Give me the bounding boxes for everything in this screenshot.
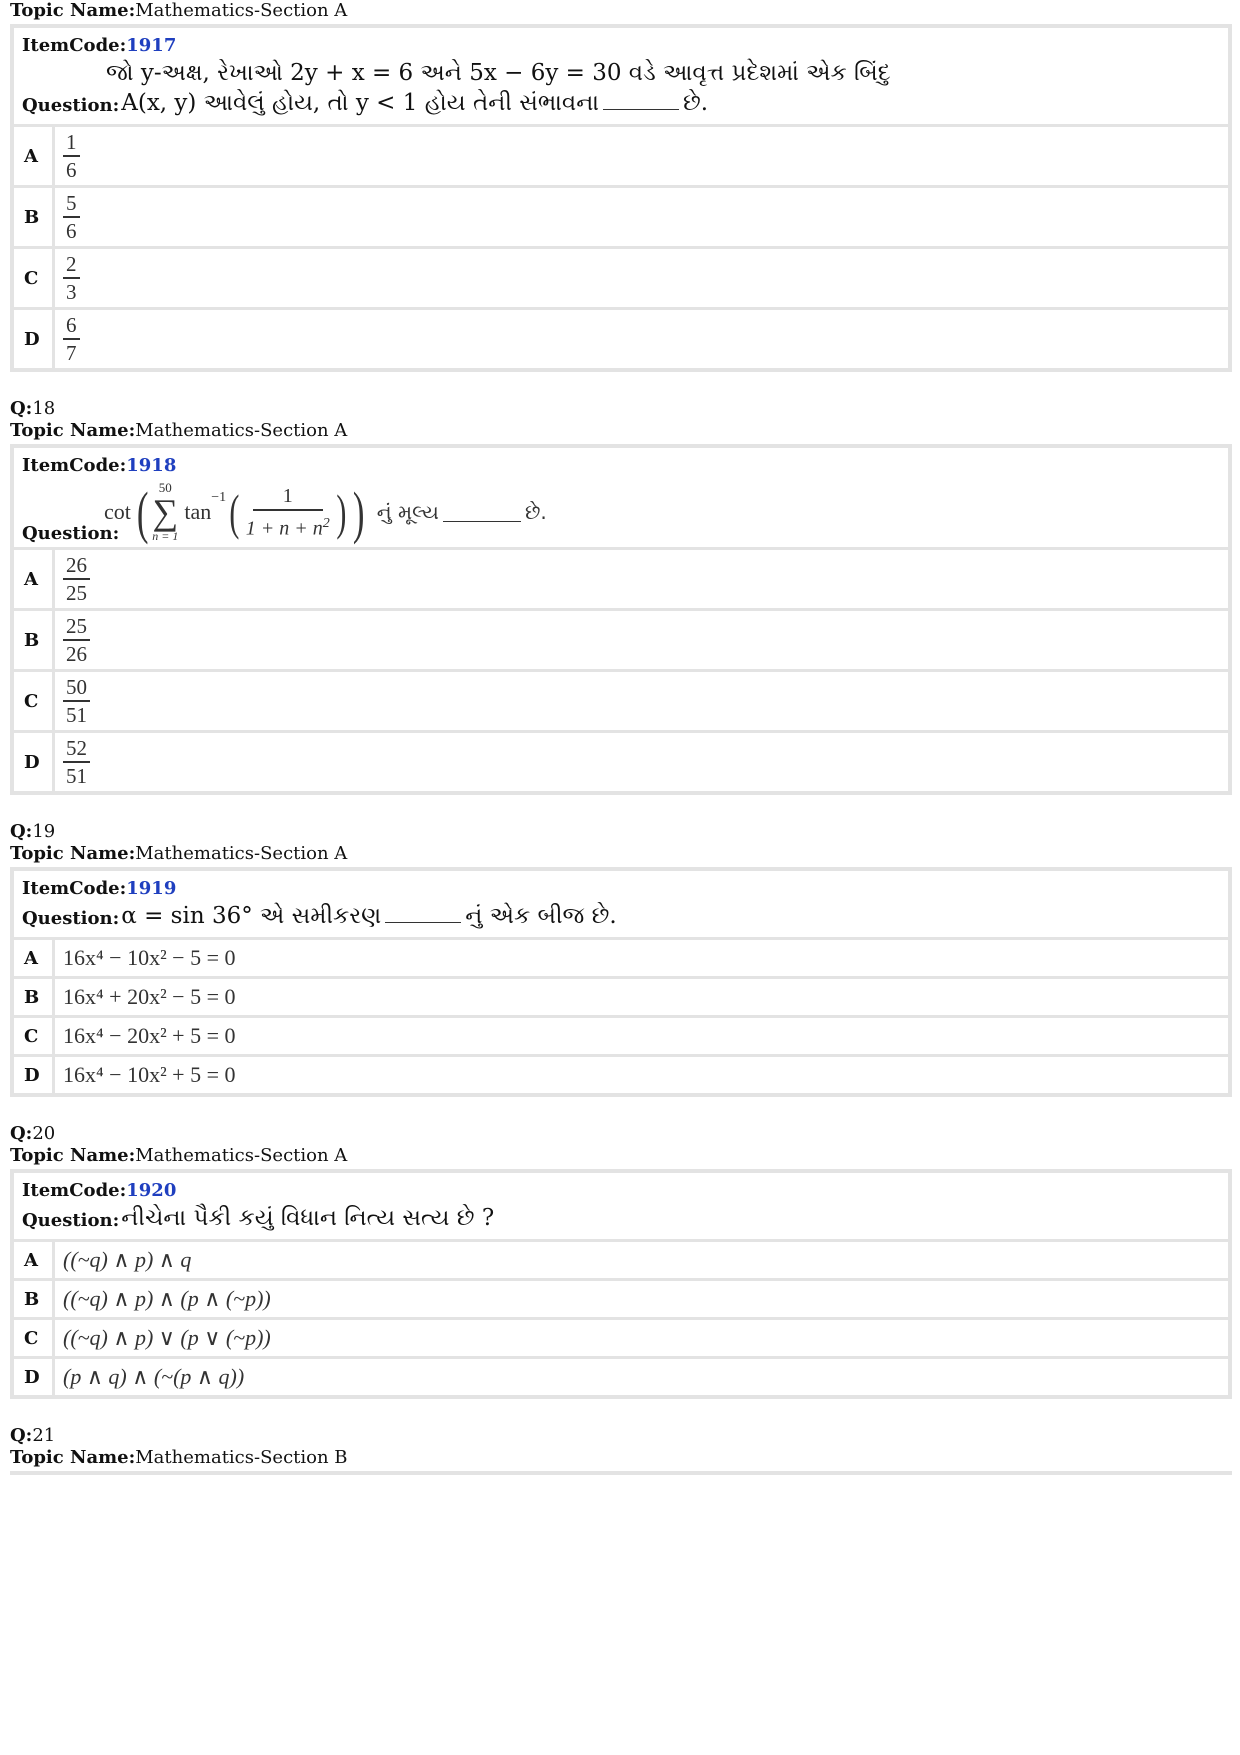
topic-line-19 bbox=[10, 843, 1232, 867]
question-line bbox=[22, 88, 1220, 118]
question-text-end: નું એક બીજ છે. bbox=[465, 903, 617, 929]
option-text: ((~q) ∧ p) ∧ (p ∧ (~p)) bbox=[63, 1286, 271, 1311]
option-fraction bbox=[63, 674, 90, 728]
item-code-label: ItemCode: bbox=[22, 1180, 127, 1201]
item-code-value: 1920 bbox=[126, 1180, 177, 1201]
option-text: (p ∧ q) ∧ (~(p ∧ q)) bbox=[63, 1364, 245, 1389]
topic-line-20 bbox=[10, 1145, 1232, 1169]
topic-label: Topic Name: bbox=[10, 1447, 136, 1468]
option-label: B bbox=[14, 979, 55, 1015]
option-d[interactable] bbox=[14, 733, 1228, 791]
topic-line-17 bbox=[10, 0, 1232, 24]
question-text-tail: છે. bbox=[524, 500, 547, 524]
option-a[interactable] bbox=[14, 1242, 1228, 1281]
inner-denominator-sup: 2 bbox=[322, 515, 330, 531]
question-formula bbox=[104, 476, 547, 548]
question-text: નીચેના પૈકી કયું વિધાન નિત્ય સત્ય છે ? bbox=[121, 1205, 495, 1231]
question-label: Question: bbox=[22, 1210, 120, 1231]
question-header bbox=[14, 448, 1228, 550]
option-label: C bbox=[14, 249, 55, 307]
option-text: 16x⁴ − 10x² + 5 = 0 bbox=[63, 1062, 236, 1087]
question-text-line2 bbox=[119, 88, 708, 118]
question-number-value: 21 bbox=[32, 1425, 56, 1446]
question-number bbox=[10, 1123, 1232, 1145]
question-number-label: Q: bbox=[10, 1123, 33, 1144]
numerator: 52 bbox=[63, 735, 90, 763]
topic-name: Mathematics-Section A bbox=[135, 0, 348, 21]
denominator: 51 bbox=[66, 703, 87, 727]
denominator: 6 bbox=[66, 219, 77, 243]
option-b[interactable] bbox=[14, 188, 1228, 249]
open-paren: ( bbox=[136, 479, 149, 545]
numerator: 5 bbox=[63, 190, 80, 218]
inner-open-paren: ( bbox=[229, 484, 240, 540]
option-text: 16x⁴ − 20x² + 5 = 0 bbox=[63, 1023, 236, 1048]
sum-upper-limit: 50 bbox=[158, 480, 172, 495]
question-number-value: 18 bbox=[32, 398, 56, 419]
question-text-end: નું મૂલ્ય bbox=[376, 500, 439, 524]
topic-label: Topic Name: bbox=[10, 420, 136, 441]
option-fraction bbox=[63, 251, 80, 305]
sum-lower-limit: n = 1 bbox=[152, 529, 179, 543]
topic-label: Topic Name: bbox=[10, 0, 136, 21]
option-label: D bbox=[14, 733, 55, 791]
item-code-value: 1917 bbox=[126, 35, 177, 56]
question-number bbox=[10, 821, 1232, 843]
option-fraction bbox=[63, 735, 90, 789]
inner-denominator bbox=[243, 511, 333, 542]
cot-text: cot bbox=[104, 499, 131, 524]
question-line bbox=[22, 901, 1220, 931]
option-d[interactable] bbox=[14, 310, 1228, 368]
option-c[interactable] bbox=[14, 1320, 1228, 1359]
option-text: ((~q) ∧ p) ∧ q bbox=[63, 1247, 192, 1272]
option-c[interactable] bbox=[14, 672, 1228, 733]
topic-line-18 bbox=[10, 420, 1232, 444]
question-block-1917 bbox=[10, 24, 1232, 372]
option-label: D bbox=[14, 1359, 55, 1395]
denominator: 7 bbox=[66, 341, 77, 365]
close-paren: ) bbox=[353, 479, 365, 545]
option-b[interactable] bbox=[14, 1281, 1228, 1320]
item-code-label: ItemCode: bbox=[22, 455, 127, 476]
option-a[interactable] bbox=[14, 550, 1228, 611]
inner-numerator: 1 bbox=[253, 483, 323, 511]
question-number-label: Q: bbox=[10, 398, 33, 419]
denominator: 25 bbox=[66, 581, 87, 605]
option-label: A bbox=[14, 550, 55, 608]
question-number-value: 20 bbox=[32, 1123, 56, 1144]
option-fraction bbox=[63, 552, 90, 606]
option-label: B bbox=[14, 611, 55, 669]
question-text-line1: જો y-અક્ષ, રેખાઓ 2y + x = 6 અને 5x − 6y = 30 વડે આવૃત્ત પ્રદેશમાં એક બિંદુ bbox=[106, 60, 891, 86]
numerator: 25 bbox=[63, 613, 90, 641]
question-number-value: 19 bbox=[32, 821, 56, 842]
item-code-label: ItemCode: bbox=[22, 35, 127, 56]
section-divider bbox=[10, 1471, 1232, 1475]
option-label: B bbox=[14, 188, 55, 246]
option-fraction bbox=[63, 312, 80, 366]
option-a[interactable] bbox=[14, 127, 1228, 188]
option-label: D bbox=[14, 1057, 55, 1093]
question-block-1920 bbox=[10, 1169, 1232, 1399]
sigma-icon: ∑ bbox=[152, 492, 179, 532]
question-label: Question: bbox=[22, 908, 120, 929]
topic-name: Mathematics-Section A bbox=[135, 1145, 348, 1166]
question-label: Question: bbox=[22, 523, 120, 544]
option-label: C bbox=[14, 672, 55, 730]
option-a[interactable] bbox=[14, 940, 1228, 979]
option-label: A bbox=[14, 127, 55, 185]
item-code bbox=[22, 34, 1220, 58]
item-code bbox=[22, 877, 1220, 901]
denominator: 6 bbox=[66, 158, 77, 182]
option-label: D bbox=[14, 310, 55, 368]
option-fraction bbox=[63, 129, 80, 183]
item-code-label: ItemCode: bbox=[22, 878, 127, 899]
item-code bbox=[22, 1179, 1220, 1203]
option-fraction bbox=[63, 190, 80, 244]
question-text-line2-body: A(x, y) આવેલું હોય, તો y < 1 હોય તેની સંભાવના bbox=[121, 90, 599, 116]
tan-inverse-sup: −1 bbox=[211, 490, 227, 505]
option-b[interactable] bbox=[14, 979, 1228, 1018]
answer-blank bbox=[385, 904, 461, 923]
inner-denominator-text: 1 + n + n bbox=[245, 517, 323, 540]
topic-name: Mathematics-Section A bbox=[135, 420, 348, 441]
option-label: A bbox=[14, 940, 55, 976]
question-number bbox=[10, 1425, 1232, 1447]
denominator: 51 bbox=[66, 764, 87, 788]
question-paper-page bbox=[10, 0, 1232, 1475]
inner-fraction bbox=[243, 483, 333, 542]
question-block-1918 bbox=[10, 444, 1232, 795]
topic-line-21 bbox=[10, 1447, 1232, 1471]
option-text: 16x⁴ + 20x² − 5 = 0 bbox=[63, 984, 236, 1009]
topic-label: Topic Name: bbox=[10, 843, 136, 864]
option-label: B bbox=[14, 1281, 55, 1317]
option-c[interactable] bbox=[14, 1018, 1228, 1057]
option-label: C bbox=[14, 1018, 55, 1054]
topic-label: Topic Name: bbox=[10, 1145, 136, 1166]
item-code-value: 1918 bbox=[126, 455, 177, 476]
question-header bbox=[14, 28, 1228, 127]
option-label: C bbox=[14, 1320, 55, 1356]
denominator: 26 bbox=[66, 642, 87, 666]
question-text bbox=[119, 901, 616, 931]
option-d[interactable] bbox=[14, 1057, 1228, 1093]
numerator: 26 bbox=[63, 552, 90, 580]
denominator: 3 bbox=[66, 280, 77, 304]
option-text: ((~q) ∧ p) ∨ (p ∨ (~p)) bbox=[63, 1325, 271, 1350]
topic-name: Mathematics-Section B bbox=[135, 1447, 348, 1468]
question-header bbox=[14, 871, 1228, 940]
option-b[interactable] bbox=[14, 611, 1228, 672]
numerator: 2 bbox=[63, 251, 80, 279]
item-code-value: 1919 bbox=[126, 878, 177, 899]
summation bbox=[152, 481, 178, 543]
numerator: 50 bbox=[63, 674, 90, 702]
option-label: A bbox=[14, 1242, 55, 1278]
item-code bbox=[22, 454, 1220, 478]
question-text-line2-end: છે. bbox=[682, 90, 709, 116]
question-number bbox=[10, 398, 1232, 420]
question-number-label: Q: bbox=[10, 821, 33, 842]
inner-close-paren: ) bbox=[336, 484, 347, 540]
option-c[interactable] bbox=[14, 249, 1228, 310]
question-text-body: α = sin 36° એ સમીકરણ bbox=[121, 903, 382, 929]
question-number-label: Q: bbox=[10, 1425, 33, 1446]
question-header bbox=[14, 1173, 1228, 1242]
question-label: Question: bbox=[22, 95, 120, 116]
question-line bbox=[22, 1203, 1220, 1233]
numerator: 1 bbox=[63, 129, 80, 157]
numerator: 6 bbox=[63, 312, 80, 340]
answer-blank bbox=[443, 503, 521, 522]
option-text: 16x⁴ − 10x² − 5 = 0 bbox=[63, 945, 236, 970]
tan-text: tan bbox=[184, 499, 212, 524]
option-d[interactable] bbox=[14, 1359, 1228, 1395]
option-fraction bbox=[63, 613, 90, 667]
topic-name: Mathematics-Section A bbox=[135, 843, 348, 864]
question-block-1919 bbox=[10, 867, 1232, 1097]
answer-blank bbox=[603, 91, 679, 110]
